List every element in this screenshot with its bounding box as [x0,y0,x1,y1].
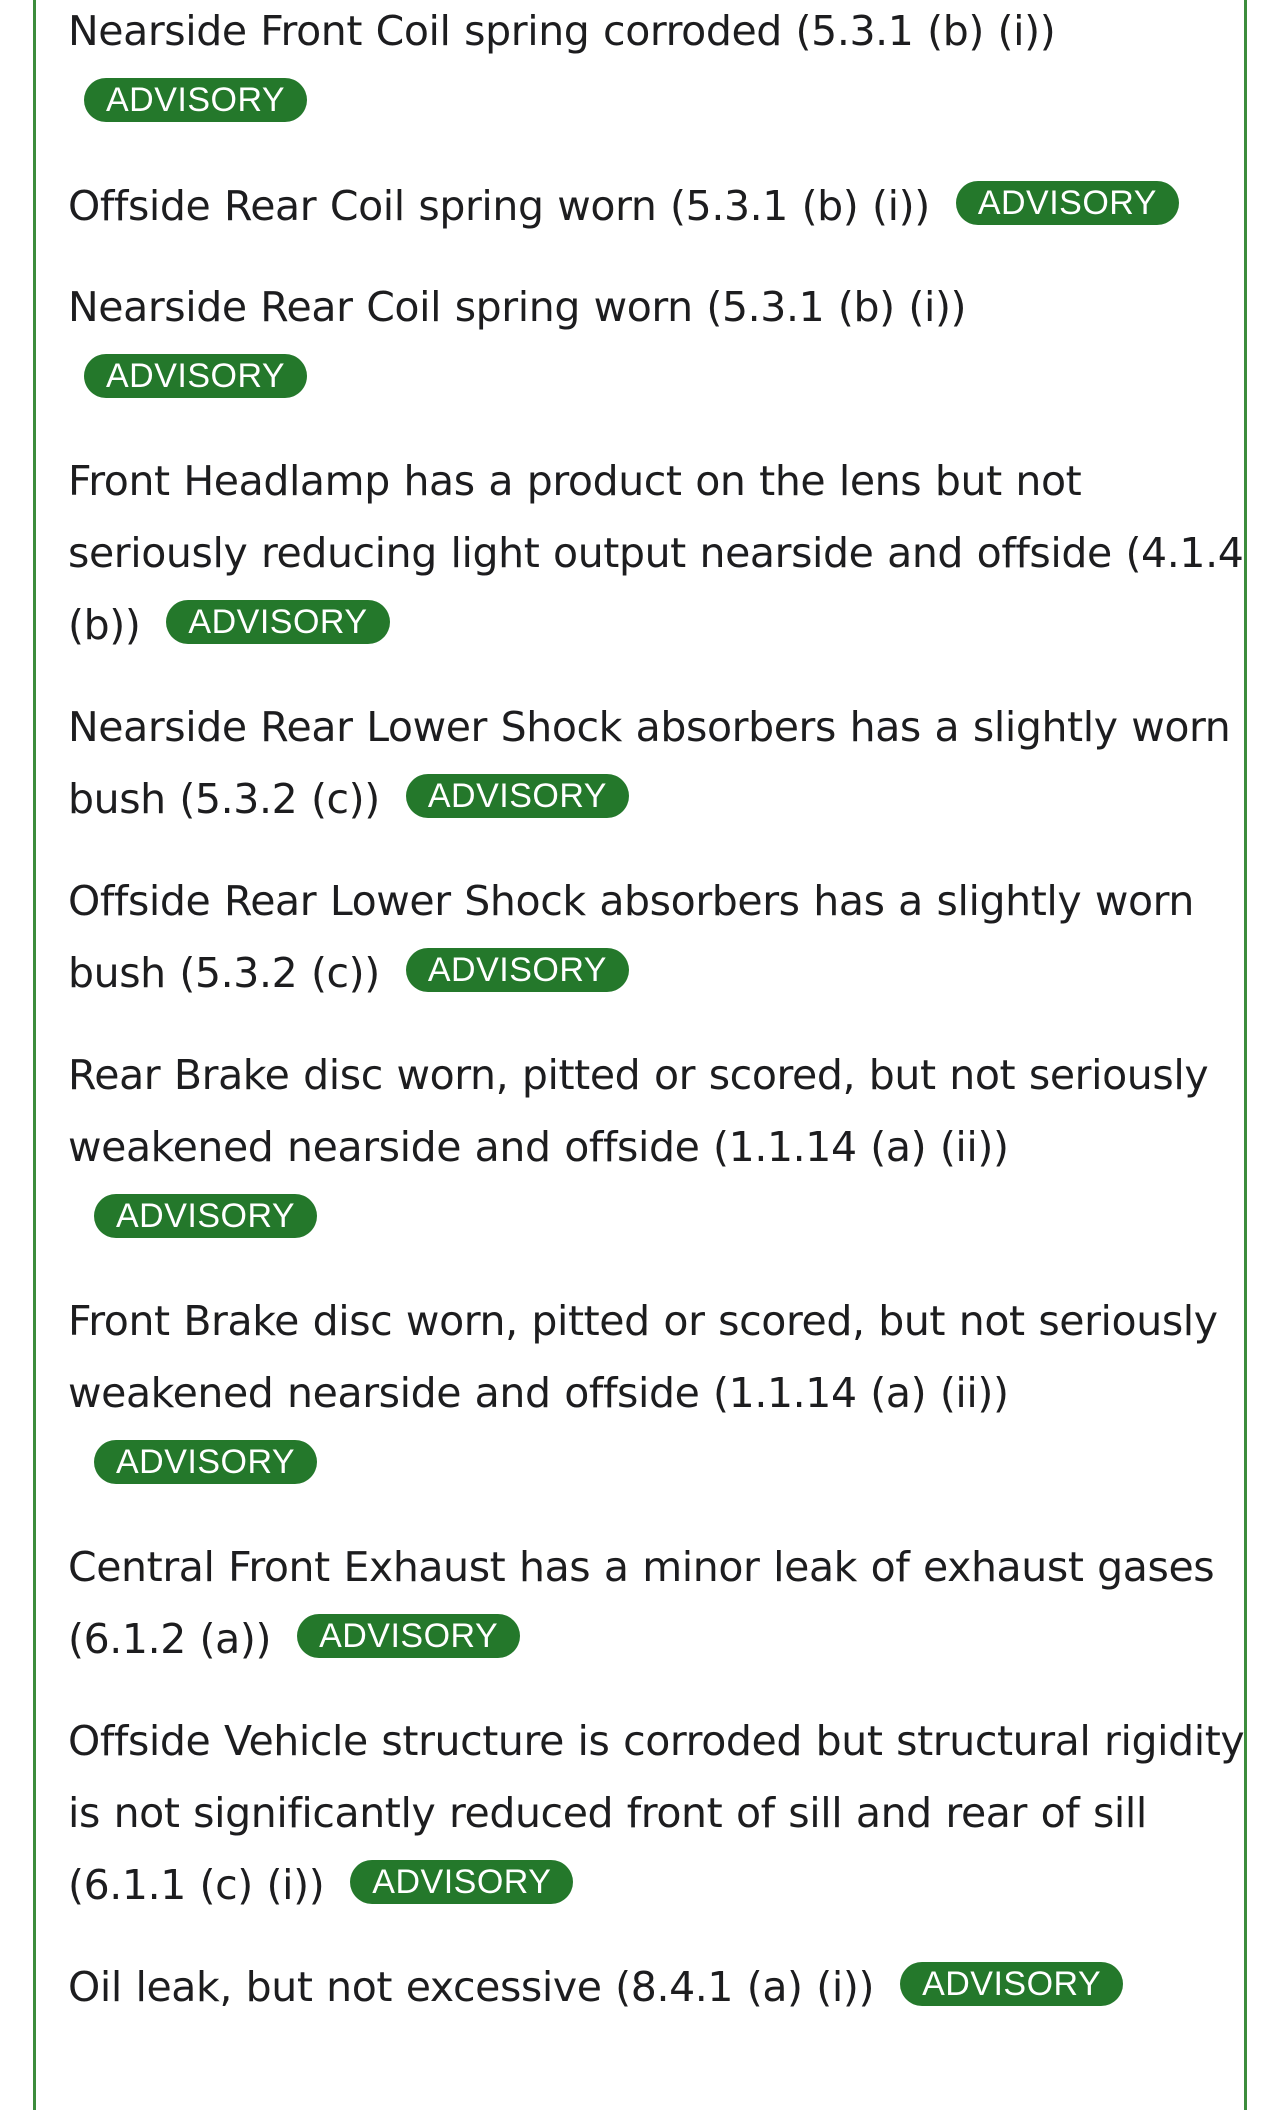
list-item [68,1039,1246,1255]
list-item [68,271,1246,415]
defect-text: Front Brake disc worn, pitted or scored, but not seriously weakened nearside and offside (1.1.14 (a) (ii)) [68,1297,1218,1417]
advisory-badge: ADVISORY [350,1860,573,1904]
list-item [68,0,1246,139]
list-item [68,1951,1246,2023]
advisory-badge: ADVISORY [956,181,1179,225]
defect-text: Oil leak, but not excessive (8.4.1 (a) (i)) [68,1963,875,2011]
advisory-badge: ADVISORY [406,948,629,992]
advisory-badge: ADVISORY [94,1440,317,1484]
advisory-badge: ADVISORY [84,78,307,122]
advisory-badge: ADVISORY [94,1194,317,1238]
defects-card [33,0,1247,2110]
defect-text: Nearside Front Coil spring corroded (5.3.1 (b) (i)) [68,7,1056,55]
defect-text: Offside Vehicle structure is corroded but structural rigidity is not significantly reduced front of sill and rear of sill (6.1.1 (c) (i)) [68,1717,1245,1909]
defect-text: Rear Brake disc worn, pitted or scored, but not seriously weakened nearside and offside (1.1.14 (a) (ii)) [68,1051,1209,1171]
defect-text: Front Headlamp has a product on the lens but not seriously reducing light output nearside and offside (4.1.4 (b)) [68,457,1244,649]
list-item [68,865,1246,1009]
advisory-badge: ADVISORY [297,1614,520,1658]
list-item [68,1531,1246,1675]
list-item [68,170,1246,242]
defect-text: Offside Rear Lower Shock absorbers has a slightly worn bush (5.3.2 (c)) [68,877,1194,997]
defect-text: Central Front Exhaust has a minor leak of exhaust gases (6.1.2 (a)) [68,1543,1215,1663]
advisory-badge: ADVISORY [166,600,389,644]
list-item [68,691,1246,835]
advisory-badge: ADVISORY [406,774,629,818]
defect-text: Nearside Rear Coil spring worn (5.3.1 (b) (i)) [68,283,967,331]
list-item [68,1705,1246,1921]
defect-text: Offside Rear Coil spring worn (5.3.1 (b) (i)) [68,182,930,230]
advisory-badge: ADVISORY [84,354,307,398]
advisory-badge: ADVISORY [900,1962,1123,2006]
list-item [68,1285,1246,1501]
list-item [68,445,1246,661]
defect-text: Nearside Rear Lower Shock absorbers has a slightly worn bush (5.3.2 (c)) [68,703,1231,823]
